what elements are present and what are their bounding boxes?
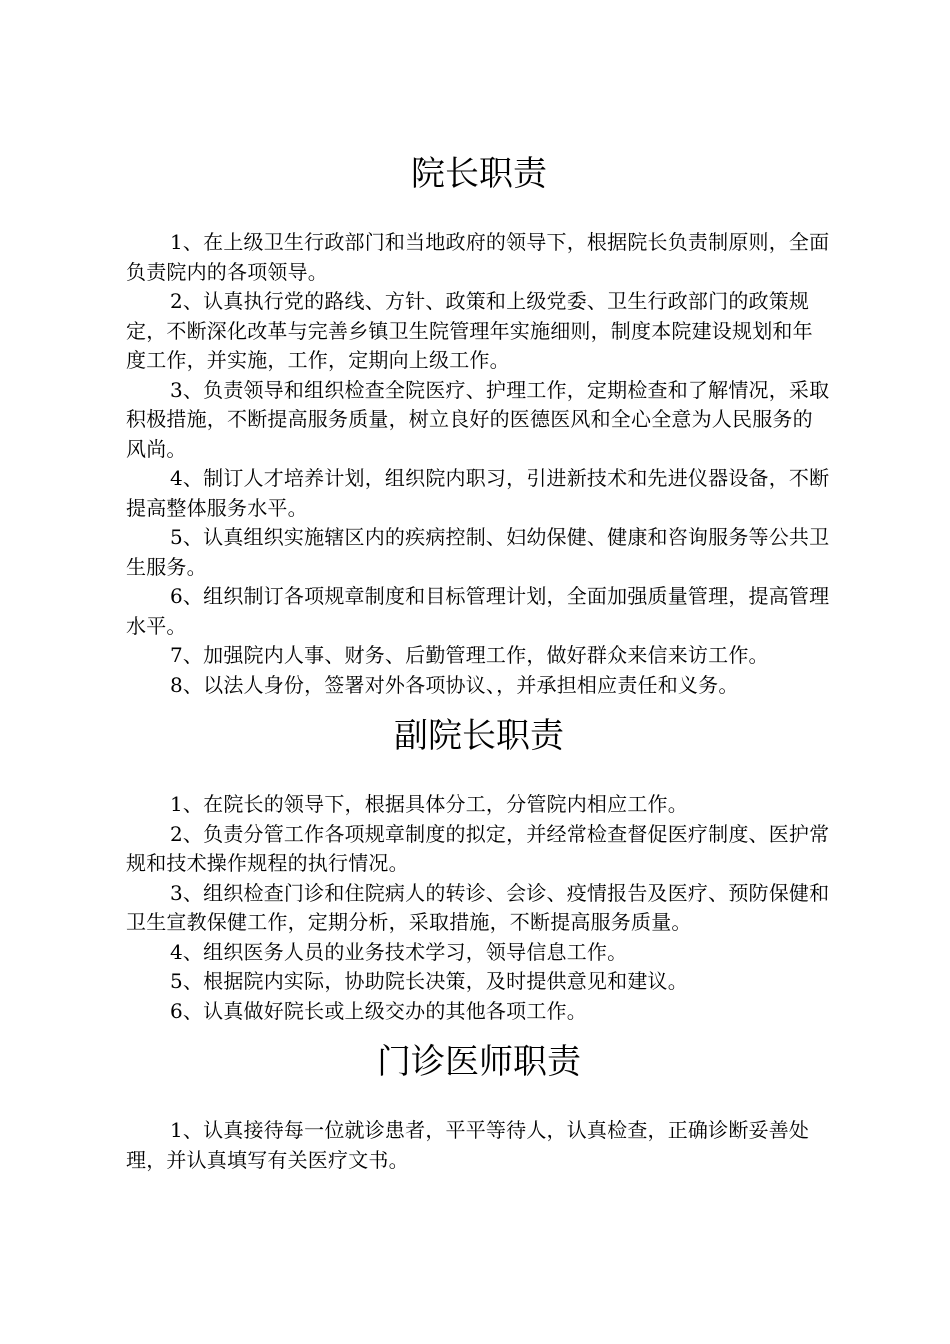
list-item: 6、认真做好院长或上级交办的其他各项工作。 xyxy=(170,998,587,1023)
list-item: 3、组织检查门诊和住院病人的转诊、会诊、疫情报告及医疗、预防保健和卫生宣教保健工作，定期分析，采取措施，不断提高服务质量。 xyxy=(126,880,830,934)
section-dean-duties xyxy=(126,154,832,700)
item-list xyxy=(126,228,832,700)
list-item: 7、加强院内人事、财务、后勤管理工作，做好群众来信来访工作。 xyxy=(170,643,769,667)
list-item: 5、根据院内实际，协助院长决策，及时提供意见和建议。 xyxy=(170,969,688,993)
section-vice-dean-duties xyxy=(126,716,832,1026)
list-item: 3、负责领导和组织检查全院医疗、护理工作，定期检查和了解情况，采取积极措施，不断提高服务质量，树立良好的医德医风和全心全意为人民服务的风尚。 xyxy=(126,377,830,461)
list-item: 2、负责分管工作各项规章制度的拟定，并经常检查督促医疗制度、医护常规和技术操作规程的执行情况。 xyxy=(126,821,830,875)
document-content xyxy=(126,0,832,1175)
item-list xyxy=(126,1116,832,1175)
section-title: 副院长职责 xyxy=(394,716,564,756)
list-item: 1、在院长的领导下，根据具体分工，分管院内相应工作。 xyxy=(170,792,688,816)
list-item: 1、在上级卫生行政部门和当地政府的领导下，根据院长负责制原则，全面负责院内的各项领导。 xyxy=(126,230,830,284)
list-item: 8、以法人身份，签署对外各项协议、，并承担相应责任和义务。 xyxy=(170,672,739,697)
list-item: 6、组织制订各项规章制度和目标管理计划，全面加强质量管理，提高管理水平。 xyxy=(126,584,830,638)
list-item: 1、认真接待每一位就诊患者，平平等待人，认真检查，正确诊断妥善处理，并认真填写有关医疗文书。 xyxy=(126,1118,810,1172)
section-title: 院长职责 xyxy=(411,154,547,194)
section-title: 门诊医师职责 xyxy=(377,1042,581,1082)
list-item: 2、认真执行党的路线、方针、政策和上级党委、卫生行政部门的政策规定，不断深化改革与完善乡镇卫生院管理年实施细则，制度本院建设规划和年度工作，并实施，工作，定期向上级工作。 xyxy=(126,289,813,372)
list-item: 5、认真组织实施辖区内的疾病控制、妇幼保健、健康和咨询服务等公共卫生服务。 xyxy=(126,525,830,579)
item-list xyxy=(126,790,832,1026)
list-item: 4、组织医务人员的业务技术学习，领导信息工作。 xyxy=(170,939,628,964)
section-outpatient-doctor-duties xyxy=(126,1042,832,1175)
list-item: 4、制订人才培养计划，组织院内职习，引进新技术和先进仪器设备，不断提高整体服务水平。 xyxy=(126,466,830,520)
